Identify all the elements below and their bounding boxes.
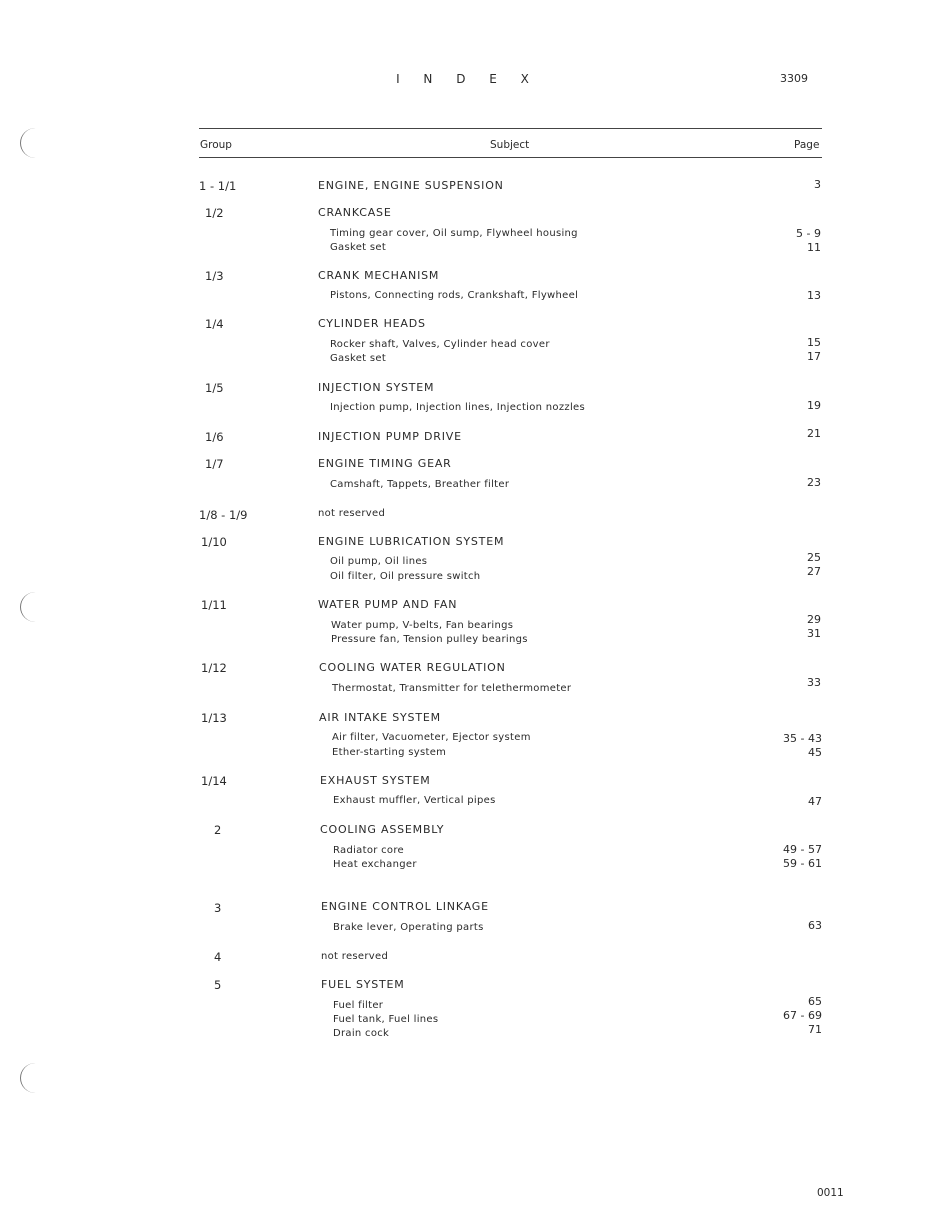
item-text: Brake lever, Operating parts xyxy=(333,922,484,933)
page-number: 49 - 57 xyxy=(783,843,822,856)
group-number: 1/8 - 1/9 xyxy=(199,508,248,522)
section-title: COOLING WATER REGULATION xyxy=(319,661,506,674)
page-number: 35 - 43 xyxy=(783,732,822,745)
page-number: 17 xyxy=(807,350,821,363)
item-text: Fuel filter xyxy=(333,1000,384,1011)
group-number: 1/3 xyxy=(205,269,224,283)
page-title: I N D E X xyxy=(396,72,539,86)
item-text: Air filter, Vacuometer, Ejector system xyxy=(332,732,531,743)
page-number: 59 - 61 xyxy=(783,857,822,870)
item-text: Ether-starting system xyxy=(332,747,447,758)
item-text: Oil filter, Oil pressure switch xyxy=(330,571,481,582)
section-title: INJECTION SYSTEM xyxy=(318,381,435,394)
page-number: 29 xyxy=(807,613,821,626)
section-title: WATER PUMP AND FAN xyxy=(318,598,458,611)
binder-hole-mark xyxy=(20,1063,51,1093)
item-text: Rocker shaft, Valves, Cylinder head cover xyxy=(330,339,550,350)
section-title: CRANK MECHANISM xyxy=(318,269,440,282)
item-text: Timing gear cover, Oil sump, Flywheel housing xyxy=(330,228,578,239)
item-text: Water pump, V-belts, Fan bearings xyxy=(331,620,514,631)
item-text: Thermostat, Transmitter for telethermometer xyxy=(332,683,572,694)
group-number: 5 xyxy=(214,978,222,992)
page-number: 31 xyxy=(807,627,821,640)
page-number: 25 xyxy=(807,551,821,564)
header-rule-bottom xyxy=(199,157,822,158)
binder-hole-mark xyxy=(20,592,51,622)
page-number: 23 xyxy=(807,476,821,489)
page-number: 15 xyxy=(807,336,821,349)
page-number: 3 xyxy=(814,178,821,191)
page-number: 27 xyxy=(807,565,821,578)
section-title: ENGINE, ENGINE SUSPENSION xyxy=(318,179,504,192)
item-text: Oil pump, Oil lines xyxy=(330,556,428,567)
page-number: 11 xyxy=(807,241,821,254)
page-number: 63 xyxy=(808,919,822,932)
section-title: EXHAUST SYSTEM xyxy=(320,774,431,787)
column-header-page: Page xyxy=(794,139,820,151)
footer-page-code: 0011 xyxy=(817,1187,844,1199)
group-number: 1/2 xyxy=(205,206,224,220)
group-number: 1/12 xyxy=(201,661,227,675)
item-text: Pressure fan, Tension pulley bearings xyxy=(331,634,528,645)
section-title: ENGINE CONTROL LINKAGE xyxy=(321,900,489,913)
group-number: 1/14 xyxy=(201,774,227,788)
group-number: 4 xyxy=(214,950,222,964)
group-number: 1/11 xyxy=(201,598,227,612)
item-text: Radiator core xyxy=(333,845,404,856)
page-number: 65 xyxy=(808,995,822,1008)
section-title: not reserved xyxy=(318,508,386,519)
group-number: 2 xyxy=(214,823,222,837)
item-text: Gasket set xyxy=(330,353,387,364)
page-number: 5 - 9 xyxy=(796,227,821,240)
page-number: 67 - 69 xyxy=(783,1009,822,1022)
column-header-group: Group xyxy=(200,139,232,151)
section-title: INJECTION PUMP DRIVE xyxy=(318,430,462,443)
item-text: Camshaft, Tappets, Breather filter xyxy=(330,479,510,490)
group-number: 1/7 xyxy=(205,457,224,471)
section-title: AIR INTAKE SYSTEM xyxy=(319,711,441,724)
section-title: COOLING ASSEMBLY xyxy=(320,823,445,836)
section-title: ENGINE LUBRICATION SYSTEM xyxy=(318,535,505,548)
item-text: Drain cock xyxy=(333,1028,390,1039)
section-title: FUEL SYSTEM xyxy=(321,978,405,991)
section-title: CRANKCASE xyxy=(318,206,392,219)
group-number: 1/6 xyxy=(205,430,224,444)
item-text: Gasket set xyxy=(330,242,387,253)
column-header-subject: Subject xyxy=(490,139,530,151)
item-text: Exhaust muffler, Vertical pipes xyxy=(333,795,496,806)
item-text: Injection pump, Injection lines, Injection nozzles xyxy=(330,402,585,413)
item-text: Pistons, Connecting rods, Crankshaft, Flywheel xyxy=(330,290,579,301)
page-number: 19 xyxy=(807,399,821,412)
section-title: ENGINE TIMING GEAR xyxy=(318,457,452,470)
page-number: 47 xyxy=(808,795,822,808)
section-title: CYLINDER HEADS xyxy=(318,317,426,330)
item-text: Heat exchanger xyxy=(333,859,417,870)
header-rule-top xyxy=(199,128,822,129)
page-number: 33 xyxy=(807,676,821,689)
group-number: 1/13 xyxy=(201,711,227,725)
page-number: 71 xyxy=(808,1023,822,1036)
group-number: 1/5 xyxy=(205,381,224,395)
group-number: 1/4 xyxy=(205,317,224,331)
group-number: 1 - 1/1 xyxy=(199,179,237,193)
item-text: Fuel tank, Fuel lines xyxy=(333,1014,439,1025)
document-number: 3309 xyxy=(780,72,808,85)
group-number: 3 xyxy=(214,901,222,915)
group-number: 1/10 xyxy=(201,535,227,549)
binder-hole-mark xyxy=(20,128,51,158)
section-title: not reserved xyxy=(321,951,389,962)
page-number: 45 xyxy=(808,746,822,759)
page-number: 13 xyxy=(807,289,821,302)
page-number: 21 xyxy=(807,427,821,440)
